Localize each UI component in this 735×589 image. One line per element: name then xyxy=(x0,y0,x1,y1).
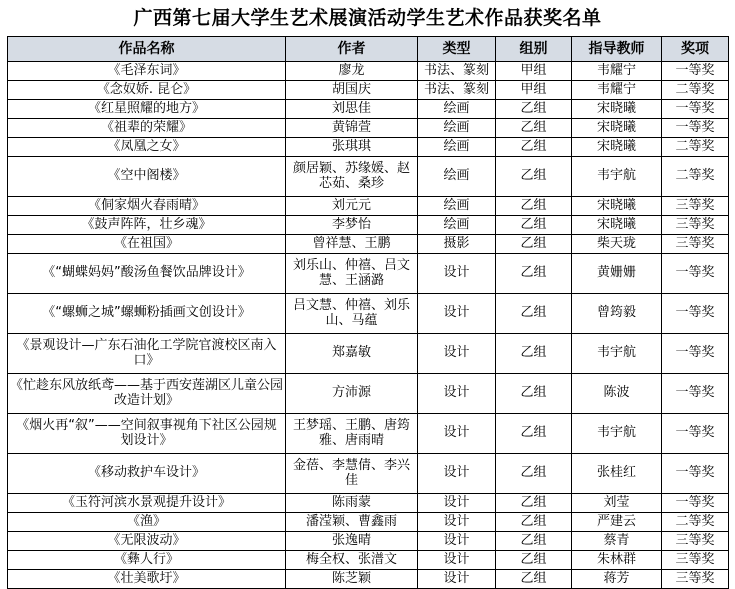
table-row xyxy=(8,374,729,414)
table-row xyxy=(8,157,729,197)
group-cell: 乙组 xyxy=(496,119,572,138)
award-cell: 一等奖 xyxy=(662,334,729,374)
teacher-cell: 曾筠毅 xyxy=(572,294,662,334)
teacher-cell: 蔡青 xyxy=(572,532,662,551)
group-cell: 乙组 xyxy=(496,216,572,235)
teacher-cell: 宋晓曦 xyxy=(572,138,662,157)
award-cell: 一等奖 xyxy=(662,294,729,334)
award-cell: 一等奖 xyxy=(662,119,729,138)
type-cell: 绘画 xyxy=(418,119,496,138)
work-name-cell: 《“蝴蝶妈妈”酸汤鱼餐饮品牌设计》 xyxy=(8,254,286,294)
group-cell: 甲组 xyxy=(496,62,572,81)
header-award: 奖项 xyxy=(662,37,729,62)
type-cell: 设计 xyxy=(418,551,496,570)
teacher-cell: 韦宇航 xyxy=(572,414,662,454)
header-group: 组别 xyxy=(496,37,572,62)
group-cell: 乙组 xyxy=(496,294,572,334)
table-row xyxy=(8,551,729,570)
award-cell: 一等奖 xyxy=(662,494,729,513)
award-cell: 一等奖 xyxy=(662,414,729,454)
group-cell: 乙组 xyxy=(496,551,572,570)
work-name-cell: 《玉符河滨水景观提升设计》 xyxy=(8,494,286,513)
award-cell: 三等奖 xyxy=(662,197,729,216)
teacher-cell: 严建云 xyxy=(572,513,662,532)
author-cell: 黄锦萱 xyxy=(286,119,418,138)
author-cell: 陈雨蒙 xyxy=(286,494,418,513)
type-cell: 书法、篆刻 xyxy=(418,81,496,100)
author-cell: 刘元元 xyxy=(286,197,418,216)
table-row xyxy=(8,532,729,551)
work-name-cell: 《彝人行》 xyxy=(8,551,286,570)
teacher-cell: 宋晓曦 xyxy=(572,119,662,138)
work-name-cell: 《壮美歌圩》 xyxy=(8,570,286,589)
type-cell: 设计 xyxy=(418,454,496,494)
teacher-cell: 朱林群 xyxy=(572,551,662,570)
type-cell: 绘画 xyxy=(418,216,496,235)
table-row xyxy=(8,197,729,216)
author-cell: 颜居颖、苏缘媛、赵芯茹、桑珍 xyxy=(286,157,418,197)
group-cell: 乙组 xyxy=(496,532,572,551)
group-cell: 乙组 xyxy=(496,494,572,513)
teacher-cell: 宋晓曦 xyxy=(572,100,662,119)
type-cell: 摄影 xyxy=(418,235,496,254)
author-cell: 梅全权、张潽文 xyxy=(286,551,418,570)
document-title: 广西第七届大学生艺术展演活动学生艺术作品获奖名单 xyxy=(133,7,602,29)
group-cell: 甲组 xyxy=(496,81,572,100)
header-type: 类型 xyxy=(418,37,496,62)
author-cell: 胡国庆 xyxy=(286,81,418,100)
table-row xyxy=(8,494,729,513)
award-cell: 二等奖 xyxy=(662,513,729,532)
header-author: 作者 xyxy=(286,37,418,62)
author-cell: 刘乐山、仲禧、吕文慧、王涵潞 xyxy=(286,254,418,294)
award-cell: 一等奖 xyxy=(662,254,729,294)
author-cell: 王梦瑶、王鹏、唐筠雅、唐雨晴 xyxy=(286,414,418,454)
table-row xyxy=(8,216,729,235)
type-cell: 设计 xyxy=(418,570,496,589)
awards-table xyxy=(7,36,729,589)
teacher-cell: 黄姗姗 xyxy=(572,254,662,294)
author-cell: 陈芝颖 xyxy=(286,570,418,589)
type-cell: 绘画 xyxy=(418,197,496,216)
type-cell: 设计 xyxy=(418,494,496,513)
group-cell: 乙组 xyxy=(496,374,572,414)
teacher-cell: 刘莹 xyxy=(572,494,662,513)
teacher-cell: 韦宇航 xyxy=(572,157,662,197)
award-cell: 一等奖 xyxy=(662,454,729,494)
table-row xyxy=(8,254,729,294)
header-row xyxy=(8,37,729,62)
type-cell: 设计 xyxy=(418,334,496,374)
group-cell: 乙组 xyxy=(496,235,572,254)
work-name-cell: 《念奴娇. 昆仑》 xyxy=(8,81,286,100)
award-cell: 三等奖 xyxy=(662,570,729,589)
teacher-cell: 韦耀宁 xyxy=(572,81,662,100)
work-name-cell: 《凤凰之女》 xyxy=(8,138,286,157)
author-cell: 方沛源 xyxy=(286,374,418,414)
group-cell: 乙组 xyxy=(496,334,572,374)
work-name-cell: 《红星照耀的地方》 xyxy=(8,100,286,119)
table-row xyxy=(8,138,729,157)
group-cell: 乙组 xyxy=(496,454,572,494)
group-cell: 乙组 xyxy=(496,138,572,157)
group-cell: 乙组 xyxy=(496,570,572,589)
award-cell: 一等奖 xyxy=(662,62,729,81)
author-cell: 曾祥慧、王鹏 xyxy=(286,235,418,254)
author-cell: 张逸晴 xyxy=(286,532,418,551)
teacher-cell: 韦宇航 xyxy=(572,334,662,374)
type-cell: 绘画 xyxy=(418,157,496,197)
teacher-cell: 柴天珑 xyxy=(572,235,662,254)
table-row xyxy=(8,454,729,494)
type-cell: 设计 xyxy=(418,374,496,414)
table-row xyxy=(8,334,729,374)
table-row xyxy=(8,570,729,589)
teacher-cell: 宋晓曦 xyxy=(572,197,662,216)
award-cell: 三等奖 xyxy=(662,235,729,254)
work-name-cell: 《景观设计—广东石油化工学院官渡校区南入口》 xyxy=(8,334,286,374)
author-cell: 李梦怡 xyxy=(286,216,418,235)
type-cell: 设计 xyxy=(418,513,496,532)
award-cell: 三等奖 xyxy=(662,532,729,551)
work-name-cell: 《毛泽东词》 xyxy=(8,62,286,81)
work-name-cell: 《烟火再“叙”——空间叙事视角下社区公园规划设计》 xyxy=(8,414,286,454)
type-cell: 绘画 xyxy=(418,100,496,119)
author-cell: 潘滢颖、曹鑫雨 xyxy=(286,513,418,532)
table-row xyxy=(8,235,729,254)
work-name-cell: 《侗家烟火春雨晴》 xyxy=(8,197,286,216)
award-cell: 三等奖 xyxy=(662,551,729,570)
table-row xyxy=(8,513,729,532)
header-work-name: 作品名称 xyxy=(8,37,286,62)
work-name-cell: 《忙趁东风放纸鸢——基于西安莲湖区儿童公园改造计划》 xyxy=(8,374,286,414)
work-name-cell: 《空中阁楼》 xyxy=(8,157,286,197)
teacher-cell: 陈波 xyxy=(572,374,662,414)
author-cell: 刘思佳 xyxy=(286,100,418,119)
award-cell: 二等奖 xyxy=(662,157,729,197)
table-row xyxy=(8,414,729,454)
work-name-cell: 《祖辈的荣耀》 xyxy=(8,119,286,138)
type-cell: 设计 xyxy=(418,532,496,551)
teacher-cell: 韦耀宁 xyxy=(572,62,662,81)
type-cell: 绘画 xyxy=(418,138,496,157)
author-cell: 郑嘉敏 xyxy=(286,334,418,374)
table-row xyxy=(8,294,729,334)
work-name-cell: 《“螺蛳之城”螺蛳粉插画文创设计》 xyxy=(8,294,286,334)
group-cell: 乙组 xyxy=(496,157,572,197)
type-cell: 设计 xyxy=(418,254,496,294)
table-row xyxy=(8,119,729,138)
work-name-cell: 《在祖国》 xyxy=(8,235,286,254)
work-name-cell: 《鼓声阵阵，壮乡魂》 xyxy=(8,216,286,235)
header-teacher: 指导教师 xyxy=(572,37,662,62)
award-cell: 一等奖 xyxy=(662,374,729,414)
type-cell: 书法、篆刻 xyxy=(418,62,496,81)
group-cell: 乙组 xyxy=(496,100,572,119)
teacher-cell: 宋晓曦 xyxy=(572,216,662,235)
author-cell: 金蓓、李慧倩、李兴佳 xyxy=(286,454,418,494)
work-name-cell: 《无限波动》 xyxy=(8,532,286,551)
table-row xyxy=(8,100,729,119)
award-cell: 一等奖 xyxy=(662,100,729,119)
group-cell: 乙组 xyxy=(496,197,572,216)
award-cell: 二等奖 xyxy=(662,138,729,157)
teacher-cell: 蒋芳 xyxy=(572,570,662,589)
author-cell: 张琪琪 xyxy=(286,138,418,157)
type-cell: 设计 xyxy=(418,414,496,454)
group-cell: 乙组 xyxy=(496,254,572,294)
group-cell: 乙组 xyxy=(496,513,572,532)
award-cell: 二等奖 xyxy=(662,81,729,100)
table-row xyxy=(8,81,729,100)
award-cell: 三等奖 xyxy=(662,216,729,235)
group-cell: 乙组 xyxy=(496,414,572,454)
type-cell: 设计 xyxy=(418,294,496,334)
work-name-cell: 《渔》 xyxy=(8,513,286,532)
table-row xyxy=(8,62,729,81)
author-cell: 廖龙 xyxy=(286,62,418,81)
work-name-cell: 《移动救护车设计》 xyxy=(8,454,286,494)
teacher-cell: 张桂红 xyxy=(572,454,662,494)
author-cell: 吕文慧、仲禧、刘乐山、马蕴 xyxy=(286,294,418,334)
